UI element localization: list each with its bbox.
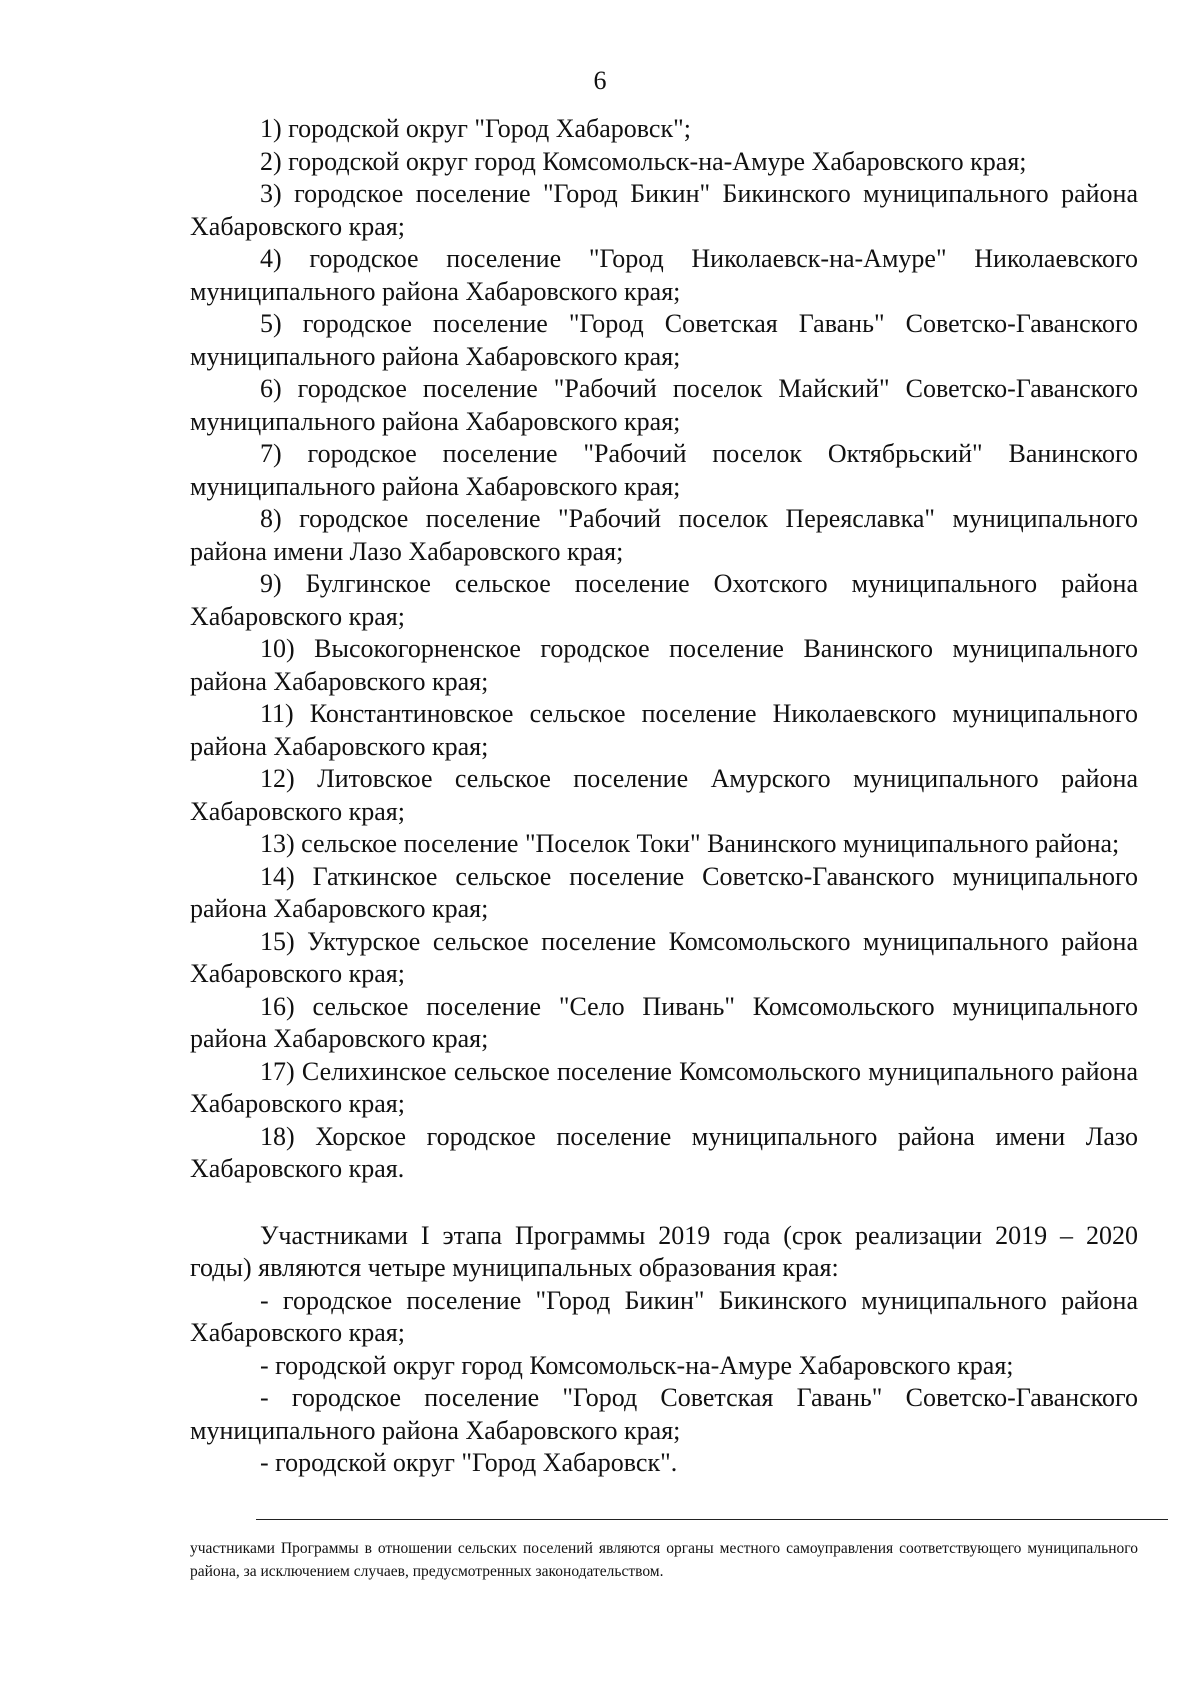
- list-item: 3) городское поселение "Город Бикин" Бикинского муниципального района Хабаровского края;: [190, 179, 1138, 241]
- page-number: 6: [593, 66, 607, 95]
- list-item: 4) городское поселение "Город Николаевск-на-Амуре" Николаевского муниципального района Хабаровского края;: [190, 244, 1138, 306]
- stage-intro: Участниками I этапа Программы 2019 года (срок реализации 2019 – 2020 годы) являются четыре муниципальных образования края:: [190, 1220, 1138, 1282]
- footnote: [190, 1537, 1138, 1583]
- list-item: 5) городское поселение "Город Советская Гавань" Советско-Гаванского муниципального района Хабаровского края;: [190, 309, 1138, 371]
- list-item: 16) сельское поселение "Село Пивань" Комсомольского муниципального района Хабаровского края;: [190, 991, 1138, 1053]
- list-item: 18) Хорское городское поселение муниципального района имени Лазо Хабаровского края.: [190, 1121, 1138, 1183]
- list-item: 1) городской округ "Город Хабаровск";: [260, 114, 691, 143]
- list-item: 12) Литовское сельское поселение Амурского муниципального района Хабаровского края;: [190, 764, 1138, 826]
- list-item: 7) городское поселение "Рабочий поселок Октябрьский" Ванинского муниципального района Хабаровского края;: [190, 439, 1138, 501]
- list-item: 9) Булгинское сельское поселение Охотского муниципального района Хабаровского края;: [190, 569, 1138, 631]
- list-item: 8) городское поселение "Рабочий поселок Переяславка" муниципального района имени Лазо Хабаровского края;: [190, 504, 1138, 566]
- list-item: 10) Высокогорненское городское поселение Ванинского муниципального района Хабаровского края;: [190, 634, 1138, 696]
- footnote-divider: [256, 1519, 1168, 1520]
- list-item: 2) городской округ город Комсомольск-на-Амуре Хабаровского края;: [260, 146, 1027, 176]
- participant-item: - городское поселение "Город Бикин" Бикинского муниципального района Хабаровского края;: [190, 1285, 1138, 1347]
- list-item: 14) Гаткинское сельское поселение Советско-Гаванского муниципального района Хабаровского края;: [190, 861, 1138, 923]
- list-item: 17) Селихинское сельское поселение Комсомольского муниципального района Хабаровского края;: [190, 1056, 1138, 1118]
- footnote-text: участниками Программы в отношении сельских поселений являются органы местного самоуправления соответствующего муниципального района, за исключением случаев, предусмотренных законодательством.: [190, 1540, 1138, 1580]
- participant-item: - городской округ "Город Хабаровск".: [260, 1448, 678, 1477]
- participant-item: - городской округ город Комсомольск-на-Амуре Хабаровского края;: [260, 1350, 1014, 1380]
- main-text: [190, 113, 1138, 1480]
- list-item: 13) сельское поселение "Поселок Токи" Ванинского муниципального района;: [260, 829, 1120, 858]
- list-item: 11) Константиновское сельское поселение Николаевского муниципального района Хабаровского края;: [190, 699, 1138, 761]
- participant-item: - городское поселение "Город Советская Гавань" Советско-Гаванского муниципального района Хабаровского края;: [190, 1383, 1138, 1445]
- list-item: 15) Уктурское сельское поселение Комсомольского муниципального района Хабаровского края;: [190, 926, 1138, 988]
- list-item: 6) городское поселение "Рабочий поселок Майский" Советско-Гаванского муниципального района Хабаровского края;: [190, 374, 1138, 436]
